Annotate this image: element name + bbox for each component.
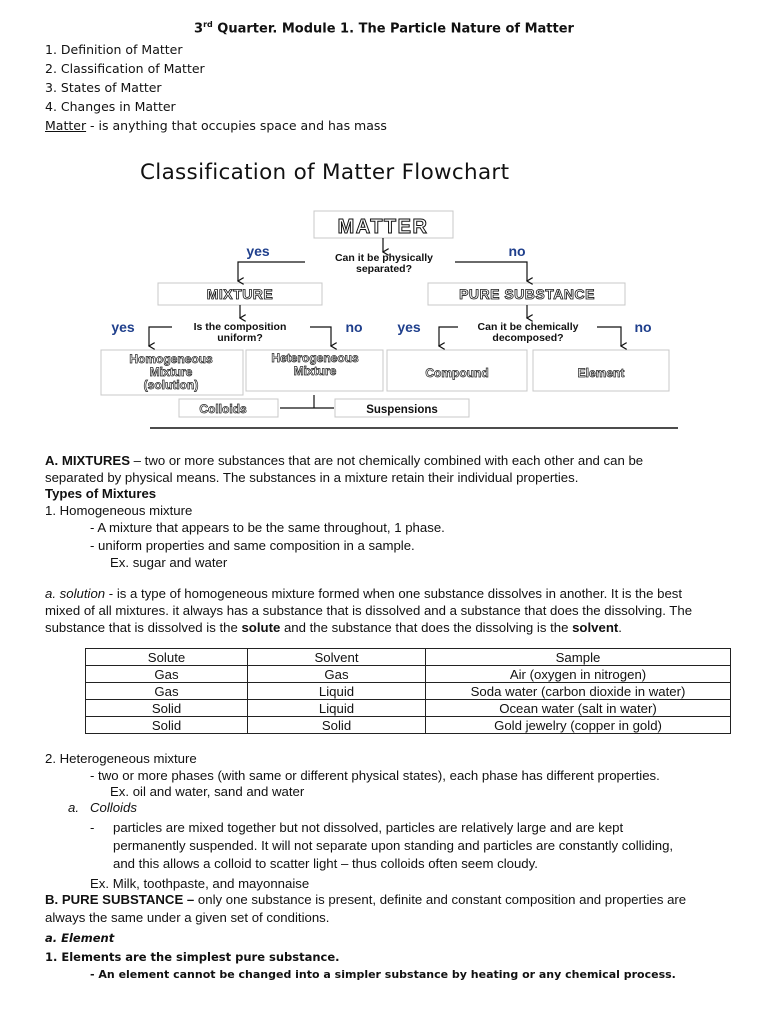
mixtures-definition: A. MIXTURES – two or more substances that are not chemically combined with each other and can be <box>45 453 644 468</box>
example-text: Ex. sugar and water <box>110 555 228 570</box>
table-row <box>86 717 731 734</box>
bullet-item: - two or more phases (with same or different physical states), each phase has different properties. <box>90 768 660 783</box>
svg-text:Suspensions: Suspensions <box>366 404 438 416</box>
column-header: Sample <box>426 649 731 666</box>
text-line: substance that is dissolved is the solute and the substance that does the dissolving is the solvent. <box>45 620 622 635</box>
table-cell: Liquid <box>248 683 426 700</box>
text-line: mixed of all mixtures. it always has a substance that is dissolved and a substance that does the dissolving. The <box>45 603 693 618</box>
table-cell: Gas <box>248 666 426 683</box>
column-header: Solvent <box>248 649 426 666</box>
text-line: permanently suspended. It will not separate upon standing and particles are constantly colliding, <box>113 838 674 853</box>
text-line: particles are mixed together but not dissolved, particles are relatively large and are kept <box>113 820 624 835</box>
table-cell: Liquid <box>248 700 426 717</box>
table-row <box>86 666 731 683</box>
solution-table <box>85 648 731 734</box>
section-heading: Types of Mixtures <box>45 486 157 501</box>
topic-item: 3. States of Matter <box>45 80 162 95</box>
pure-substance-definition: B. PURE SUBSTANCE – only one substance is present, definite and constant composition and properties are <box>45 892 687 907</box>
classification-flowchart <box>0 200 768 435</box>
svg-text:no: no <box>634 319 652 335</box>
svg-text:Element: Element <box>577 366 625 380</box>
topic-item: 1. Definition of Matter <box>45 42 183 57</box>
table-cell: Gas <box>86 683 248 700</box>
matter-definition: Matter - is anything that occupies space and has mass <box>45 118 387 133</box>
svg-text:no: no <box>345 319 363 335</box>
topic-item: 2. Classification of Matter <box>45 61 205 76</box>
sub-heading: a. Element <box>45 931 115 945</box>
svg-text:decomposed?: decomposed? <box>492 332 564 344</box>
svg-text:yes: yes <box>246 243 270 259</box>
table-cell: Solid <box>248 717 426 734</box>
table-cell: Solid <box>86 700 248 717</box>
svg-text:Compound: Compound <box>425 366 489 380</box>
svg-text:uniform?: uniform? <box>217 332 263 344</box>
solution-definition: a. solution - is a type of homogeneous mixture formed when one substance dissolves in another. It is the best <box>45 586 683 601</box>
sub-heading: a. Colloids <box>68 800 137 815</box>
text-line: separated by physical means. The substances in a mixture retain their individual properties. <box>45 470 579 485</box>
svg-text:Mixture: Mixture <box>293 364 337 378</box>
table-cell: Gold jewelry (copper in gold) <box>426 717 731 734</box>
table-cell: Ocean water (salt in water) <box>426 700 731 717</box>
column-header: Solute <box>86 649 248 666</box>
svg-text:(solution): (solution) <box>143 378 199 392</box>
table-row <box>86 700 731 717</box>
svg-text:Is the composition: Is the composition <box>193 321 287 333</box>
list-heading: 1. Homogeneous mixture <box>45 503 193 518</box>
text-line: 1. Elements are the simplest pure substance. <box>45 950 340 964</box>
page-title: 3rd Quarter. Module 1. The Particle Nature of Matter <box>194 20 574 37</box>
table-header-row <box>86 649 731 666</box>
pure-substance-label: PURE SUBSTANCE <box>459 286 595 302</box>
table-cell: Gas <box>86 666 248 683</box>
flowchart-title: Classification of Matter Flowchart <box>140 160 510 185</box>
example-text: Ex. oil and water, sand and water <box>110 784 305 799</box>
svg-text:Colloids: Colloids <box>199 402 247 416</box>
svg-text:Mixture: Mixture <box>149 365 193 379</box>
bullet-item: - A mixture that appears to be the same throughout, 1 phase. <box>90 520 445 535</box>
svg-text:Homogeneous: Homogeneous <box>129 352 213 366</box>
svg-text:Heterogeneous: Heterogeneous <box>271 351 359 365</box>
bullet-dash: - <box>90 820 95 835</box>
table-cell: Air (oxygen in nitrogen) <box>426 666 731 683</box>
table-cell: Solid <box>86 717 248 734</box>
bullet-item: - uniform properties and same composition in a sample. <box>90 538 415 553</box>
text-line: always the same under a given set of conditions. <box>45 910 330 925</box>
svg-text:Can it be physically: Can it be physically <box>334 252 434 264</box>
mixture-label: MIXTURE <box>206 286 274 302</box>
svg-text:yes: yes <box>111 319 135 335</box>
matter-label: MATTER <box>337 216 429 238</box>
table-row <box>86 683 731 700</box>
table-cell: Soda water (carbon dioxide in water) <box>426 683 731 700</box>
topic-item: 4. Changes in Matter <box>45 99 176 114</box>
svg-text:no: no <box>508 243 526 259</box>
list-heading: 2. Heterogeneous mixture <box>45 751 197 766</box>
example-text: Ex. Milk, toothpaste, and mayonnaise <box>90 876 310 891</box>
text-line: - An element cannot be changed into a simpler substance by heating or any chemical process. <box>90 968 676 981</box>
svg-text:yes: yes <box>397 319 421 335</box>
svg-text:Can it be chemically: Can it be chemically <box>477 321 579 333</box>
svg-text:separated?: separated? <box>355 263 413 275</box>
text-line: and this allows a colloid to scatter light – thus colloids often seem cloudy. <box>113 856 538 871</box>
